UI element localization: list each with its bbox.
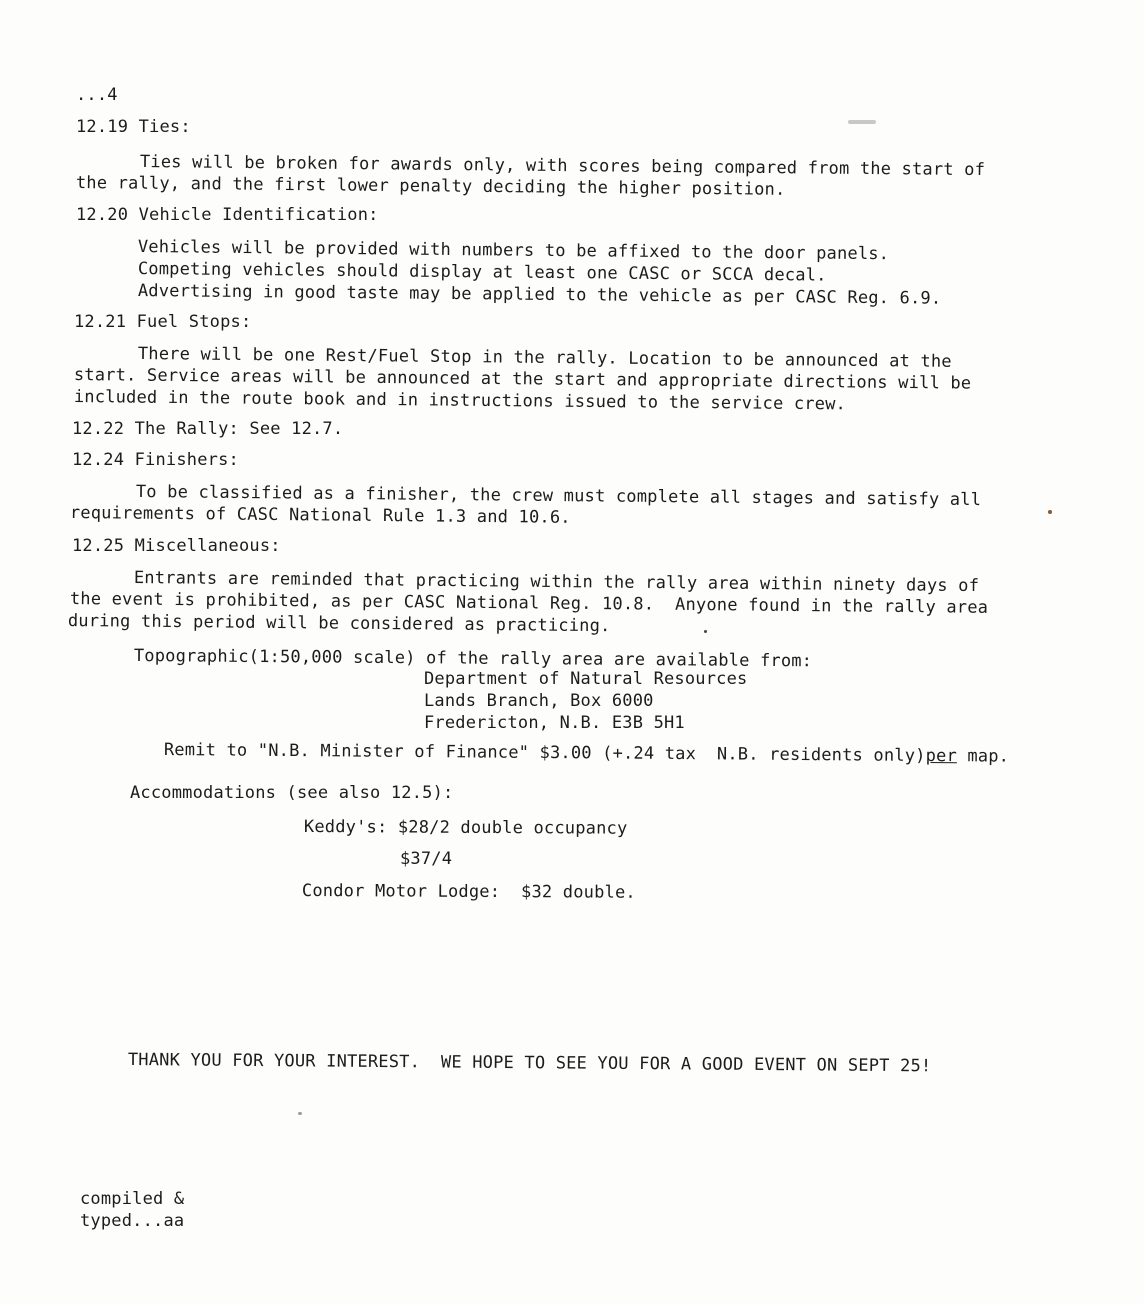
scan-speck bbox=[298, 1112, 302, 1115]
finishers-line-1: To be classified as a finisher, the crew must complete all stages and satisfy all bbox=[135, 481, 982, 511]
ties-line-1: Ties will be broken for awards only, with scores being compared from the start of bbox=[139, 151, 986, 181]
vehicle-id-line-3: Advertising in good taste may be applied to the vehicle as per CASC Reg. 6.9. bbox=[137, 280, 942, 309]
maps-address-line-3: Fredericton, N.B. E3B 5H1 bbox=[424, 713, 685, 733]
ties-line-2: the rally, and the first lower penalty deciding the higher position. bbox=[75, 172, 786, 200]
accommodations-keddys: Keddy's: $28/2 double occupancy bbox=[303, 817, 628, 839]
section-heading-fuel-stops: 12.21 Fuel Stops: bbox=[74, 312, 252, 332]
scan-speck bbox=[1048, 510, 1052, 514]
section-heading-ties: 12.19 Ties: bbox=[76, 117, 191, 137]
remit-text: Remit to "N.B. Minister of Finance" $3.00 (+.24 tax N.B. residents only) bbox=[163, 739, 926, 766]
section-heading-vehicle-identification: 12.20 Vehicle Identification: bbox=[76, 205, 379, 225]
misc-line-1: Entrants are reminded that practicing within the rally area within ninety days of bbox=[133, 567, 980, 597]
vehicle-id-line-1: Vehicles will be provided with numbers to be affixed to the door panels. bbox=[137, 236, 890, 265]
scan-smudge bbox=[848, 120, 876, 124]
misc-line-3: during this period will be considered as practicing. bbox=[67, 610, 611, 637]
section-heading-miscellaneous: 12.25 Miscellaneous: bbox=[72, 536, 281, 556]
misc-line-2: the event is prohibited, as per CASC National Reg. 10.8. Anyone found in the rally area bbox=[69, 588, 989, 618]
signature-line-1: compiled & bbox=[80, 1189, 185, 1209]
accommodations-heading: Accommodations (see also 12.5): bbox=[130, 783, 454, 803]
fuel-stops-line-1: There will be one Rest/Fuel Stop in the rally. Location to be announced at the bbox=[137, 343, 952, 372]
fuel-stops-line-3: included in the route book and in instructions issued to the service crew. bbox=[73, 386, 847, 415]
closing-message: THANK YOU FOR YOUR INTEREST. WE HOPE TO SEE YOU FOR A GOOD EVENT ON SEPT 25! bbox=[127, 1050, 932, 1077]
maps-remit-line bbox=[164, 739, 1009, 768]
finishers-line-2: requirements of CASC National Rule 1.3 and 10.6. bbox=[69, 502, 571, 528]
section-heading-finishers: 12.24 Finishers: bbox=[72, 450, 239, 470]
accommodations-condor: Condor Motor Lodge: $32 double. bbox=[301, 881, 636, 903]
maps-intro: Topographic(1:50,000 scale) of the rally area are available from: bbox=[133, 645, 813, 672]
remit-map: map. bbox=[956, 746, 1010, 767]
vehicle-id-line-2: Competing vehicles should display at least one CASC or SCCA decal. bbox=[137, 258, 827, 286]
remit-per-underlined: per bbox=[925, 745, 958, 767]
fuel-stops-line-2: start. Service areas will be announced at the start and appropriate directions will be bbox=[73, 364, 972, 394]
accommodations-keddys-alt: $37/4 bbox=[400, 849, 453, 869]
section-heading-the-rally: 12.22 The Rally: See 12.7. bbox=[72, 419, 344, 439]
maps-address-line-1: Department of Natural Resources bbox=[424, 669, 748, 689]
maps-address-line-2: Lands Branch, Box 6000 bbox=[424, 691, 654, 711]
scan-speck bbox=[704, 630, 707, 633]
signature-line-2: typed...aa bbox=[80, 1211, 185, 1231]
page-reference: ...4 bbox=[76, 85, 118, 105]
